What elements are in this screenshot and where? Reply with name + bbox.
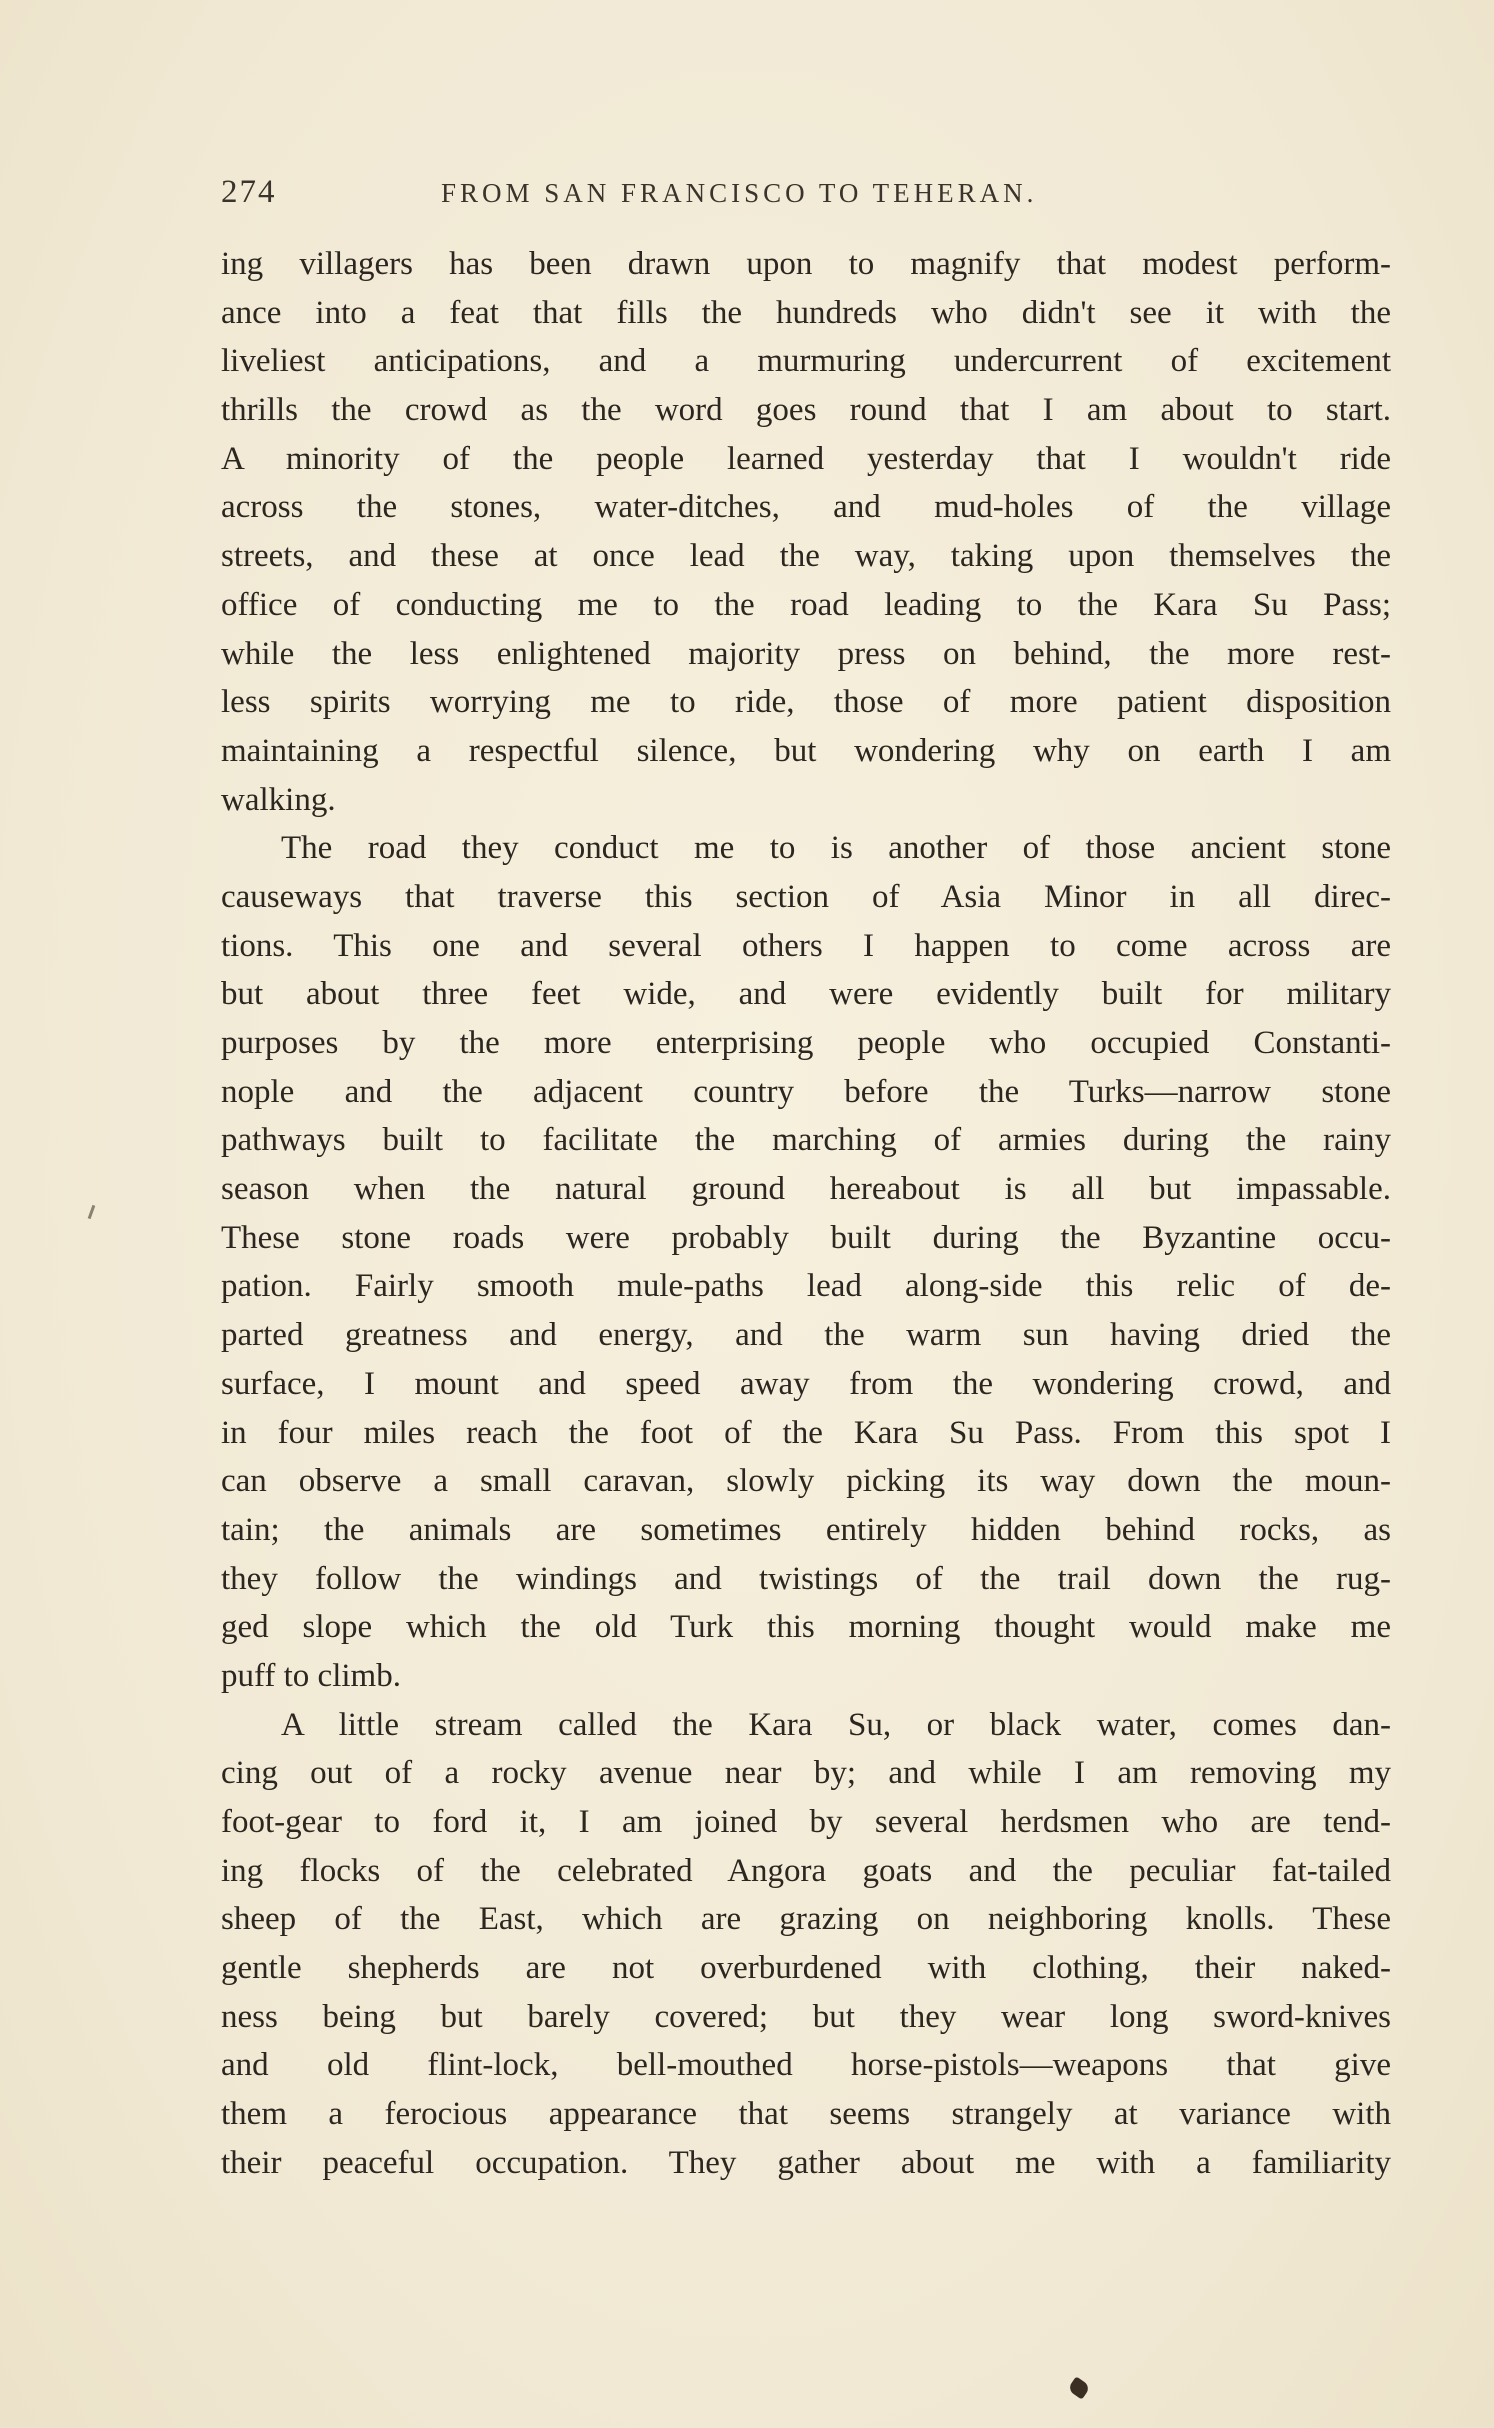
text-line: ness being but barely covered; but they wear long sword-knives (221, 1998, 1391, 2035)
text-line: pation. Fairly smooth mule-paths lead along-side this relic of de- (221, 1268, 1391, 1305)
text-line: can observe a small caravan, slowly picking its way down the moun- (221, 1463, 1391, 1500)
margin-mark (88, 1205, 96, 1219)
text-line: ing villagers has been drawn upon to magnify that modest perform- (221, 246, 1391, 282)
text-line: season when the natural ground hereabout is all but impassable. (221, 1171, 1391, 1208)
page-header (221, 174, 1391, 222)
text-line: ing flocks of the celebrated Angora goats and the peculiar fat-tailed (221, 1852, 1391, 1889)
text-line: sheep of the East, which are grazing on neighboring knolls. These (221, 1901, 1391, 1938)
text-line: A minority of the people learned yesterday that I wouldn't ride (221, 440, 1391, 477)
text-line: walking. (221, 781, 336, 818)
text-line: pathways built to facilitate the marching of armies during the rainy (221, 1122, 1391, 1159)
text-line: purposes by the more enterprising people who occupied Constanti- (221, 1025, 1391, 1061)
text-line: The road they conduct me to is another of those ancient stone (281, 830, 1391, 867)
text-line: thrills the crowd as the word goes round that I am about to start. (221, 392, 1391, 429)
page-number: 274 (221, 174, 277, 210)
text-line: ance into a feat that fills the hundreds who didn't see it with the (221, 294, 1391, 331)
text-line: but about three feet wide, and were evidently built for military (221, 976, 1391, 1013)
text-line: parted greatness and energy, and the warm sun having dried the (221, 1317, 1391, 1354)
text-line: and old flint-lock, bell-mouthed horse-pistols—weapons that give (221, 2047, 1391, 2084)
text-line: streets, and these at once lead the way, taking upon themselves the (221, 538, 1391, 575)
text-line: nople and the adjacent country before the Turks—narrow stone (221, 1073, 1391, 1110)
text-line: tions. This one and several others I happen to come across are (221, 927, 1391, 964)
text-line: liveliest anticipations, and a murmuring undercurrent of excitement (221, 343, 1391, 380)
text-line: across the stones, water-ditches, and mud-holes of the village (221, 489, 1391, 526)
text-line: ged slope which the old Turk this morning thought would make me (221, 1609, 1391, 1646)
text-line: their peaceful occupation. They gather about me with a familiarity (221, 2144, 1391, 2181)
text-line: while the less enlightened majority press on behind, the more rest- (221, 635, 1391, 672)
text-line: causeways that traverse this section of Asia Minor in all direc- (221, 878, 1391, 915)
text-line: foot-gear to ford it, I am joined by several herdsmen who are tend- (221, 1804, 1391, 1840)
text-line: in four miles reach the foot of the Kara Su Pass. From this spot I (221, 1414, 1391, 1451)
running-head: FROM SAN FRANCISCO TO TEHERAN. (441, 178, 1038, 208)
text-line: maintaining a respectful silence, but wondering why on earth I am (221, 732, 1391, 769)
text-line: tain; the animals are sometimes entirely hidden behind rocks, as (221, 1511, 1391, 1548)
text-line: cing out of a rocky avenue near by; and while I am removing my (221, 1755, 1391, 1792)
text-line: A little stream called the Kara Su, or black water, comes dan- (281, 1706, 1391, 1743)
text-line: These stone roads were probably built during the Byzantine occu- (221, 1219, 1391, 1256)
text-line: them a ferocious appearance that seems strangely at variance with (221, 2096, 1391, 2133)
text-line: less spirits worrying me to ride, those of more patient disposition (221, 684, 1391, 721)
ink-blot-ornament (1067, 2376, 1091, 2399)
text-line: they follow the windings and twistings of the trail down the rug- (221, 1560, 1391, 1597)
text-line: gentle shepherds are not overburdened with clothing, their naked- (221, 1950, 1391, 1987)
text-line: puff to climb. (221, 1657, 401, 1694)
body-text (221, 240, 1391, 2188)
text-line: surface, I mount and speed away from the wondering crowd, and (221, 1365, 1391, 1402)
text-line: office of conducting me to the road leading to the Kara Su Pass; (221, 586, 1391, 623)
